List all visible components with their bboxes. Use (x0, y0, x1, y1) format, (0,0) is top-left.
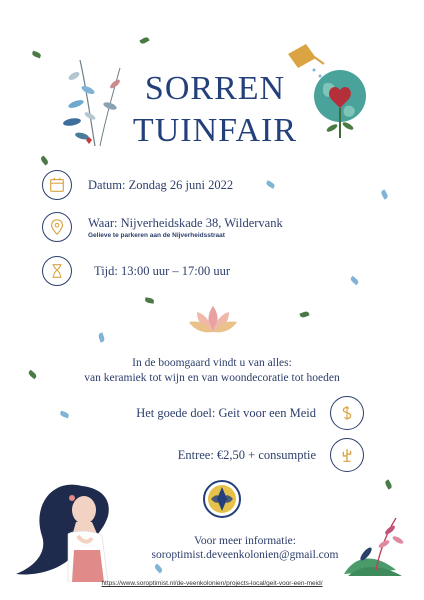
parking-note: Gelieve te parkeren aan de Nijverheidsstraat (88, 231, 225, 239)
contact-label: Voor meer informatie: (194, 535, 296, 547)
website-link[interactable]: https://www.soroptimist.nl/de-veenkolonien/projects-local/geit-voor-een-meid/ (101, 580, 323, 587)
leaf-decoration (154, 564, 164, 574)
contact-email[interactable]: soroptimist.deveenkolonien@gmail.com (151, 549, 339, 561)
money-icon (330, 396, 364, 430)
intro-line-2: van keramiek tot wijn en van woondecoratie tot hoeden (84, 372, 340, 384)
leaf-decoration (59, 411, 69, 419)
emblem-icon (203, 480, 241, 518)
title-line-2: TUINFAIR (132, 112, 298, 149)
leaf-decoration (265, 180, 275, 189)
leaf-decoration (299, 311, 309, 319)
entry-text: Entree: €2,50 + consumptie (177, 447, 316, 462)
woman-illustration-icon (12, 476, 122, 582)
title-line-1: SORREN (144, 70, 286, 107)
charity-row (136, 396, 364, 430)
date-row (42, 170, 233, 200)
entry-row (178, 438, 364, 472)
leaf-decoration (31, 51, 41, 59)
event-time: Tijd: 13:00 uur – 17:00 uur (94, 263, 231, 278)
event-location: Waar: Nijverheidskade 38, Wildervank (88, 215, 283, 230)
leaf-decoration (384, 479, 393, 489)
cactus-icon (330, 438, 364, 472)
clock-icon (42, 256, 72, 286)
leaf-decoration (98, 332, 106, 342)
charity-text: Het goede doel: Geit voor een Meid (136, 405, 316, 420)
lotus-icon (188, 304, 238, 336)
intro-line-1: In de boomgaard vindt u van alles: (132, 357, 292, 369)
leaf-decoration (145, 297, 155, 303)
leaf-decoration (380, 189, 389, 199)
time-row (42, 256, 230, 286)
leaf-decoration (27, 370, 37, 380)
leaf-decoration (40, 155, 50, 165)
calendar-icon (42, 170, 72, 200)
location-row (42, 212, 283, 242)
event-date: Datum: Zondag 26 juni 2022 (88, 177, 234, 192)
location-icon (42, 212, 72, 242)
leaf-decoration (349, 276, 359, 286)
leaf-decoration (139, 36, 149, 45)
